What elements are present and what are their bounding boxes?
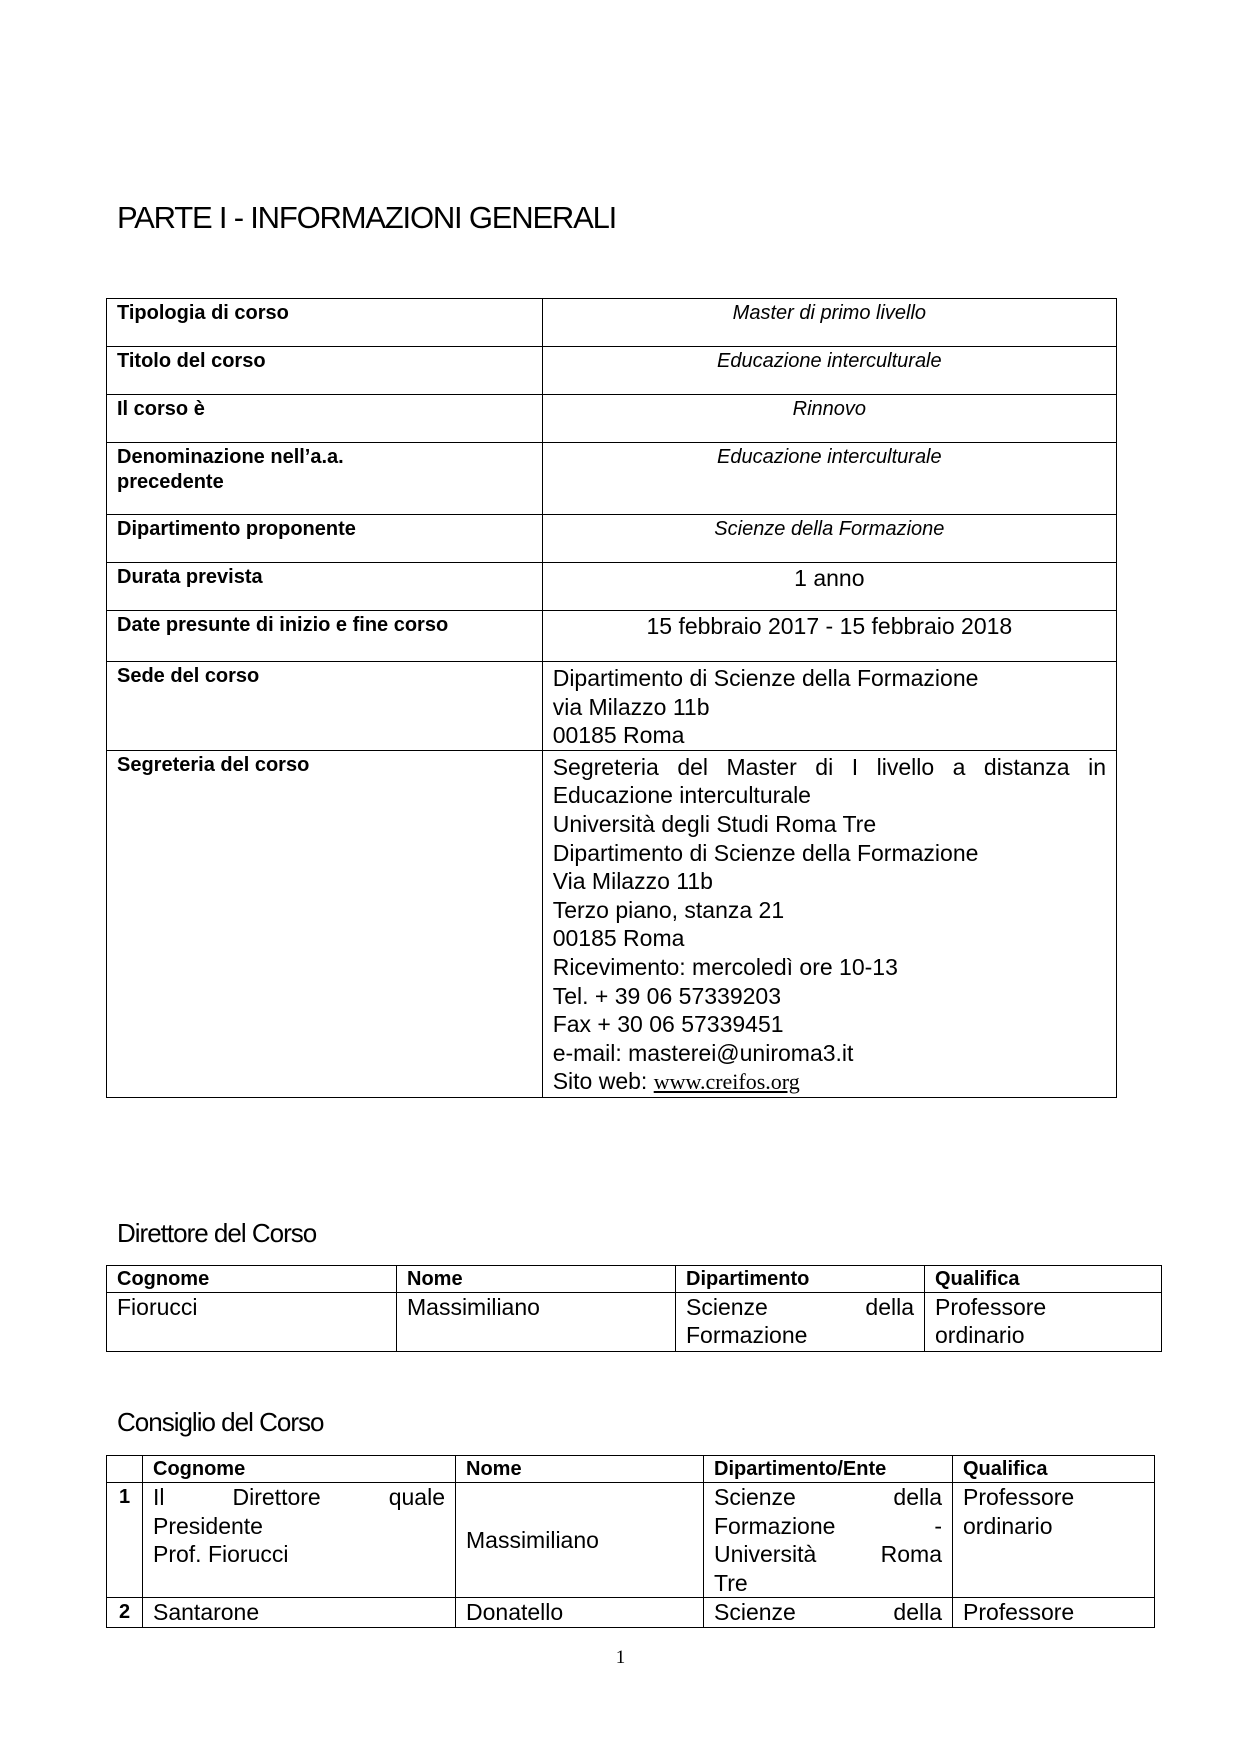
table-row [107, 1483, 1155, 1598]
sito-line [553, 1067, 1106, 1097]
dipartimento-cell [704, 1598, 953, 1628]
direttore-heading: Direttore del Corso [117, 1218, 317, 1248]
titolo-label: Titolo del corso [107, 347, 543, 395]
table-row [107, 443, 1117, 515]
sito-prefix: Sito web: [552, 1068, 654, 1095]
date-value: 15 febbraio 2017 - 15 febbraio 2018 [542, 611, 1116, 662]
cell-line: Presidente [153, 1512, 263, 1539]
consiglio-heading: Consiglio del Corso [117, 1407, 324, 1437]
column-header [107, 1456, 143, 1483]
column-header: Nome [397, 1266, 676, 1293]
page-title: PARTE I - INFORMAZIONI GENERALI [117, 200, 617, 235]
segreteria-line: Via Milazzo 11b [552, 868, 713, 895]
sede-line: via Milazzo 11b [552, 693, 710, 720]
sede-value [542, 662, 1116, 751]
segreteria-line: e-mail: masterei@uniroma3.it [552, 1039, 854, 1066]
nome-cell: Donatello [456, 1598, 704, 1628]
dipartimento-label: Dipartimento proponente [107, 515, 543, 563]
cell-line: Prof. Fiorucci [153, 1541, 289, 1567]
segreteria-value [542, 750, 1116, 1097]
table-row [107, 347, 1117, 395]
denominazione-value: Educazione interculturale [542, 443, 1116, 515]
table-row [107, 515, 1117, 563]
table-row [107, 662, 1117, 751]
page-number: 1 [615, 1647, 626, 1668]
cell-line: Scienze della [714, 1484, 942, 1510]
segreteria-line: Tel. + 39 06 57339203 [552, 982, 781, 1009]
tipologia-value: Master di primo livello [542, 299, 1116, 347]
segreteria-line: Segreteria del Master di I livello a distanza in [552, 753, 1106, 780]
corso-value: Rinnovo [542, 395, 1116, 443]
cell-line: Il Direttore quale [153, 1484, 445, 1510]
segreteria-line: 00185 Roma [552, 925, 685, 952]
website-link[interactable]: www.creifos.org [653, 1069, 800, 1095]
cell-line: Professore [963, 1484, 1075, 1510]
cell-line: Università Roma [714, 1541, 942, 1567]
nome-cell: Massimiliano [456, 1483, 704, 1598]
corso-label: Il corso è [107, 395, 543, 443]
cell-line: Scienze della [714, 1599, 942, 1625]
column-header: Dipartimento [676, 1266, 925, 1293]
column-header: Nome [456, 1456, 704, 1483]
cell-line: Formazione [686, 1322, 808, 1348]
sede-label: Sede del corso [107, 662, 543, 751]
segreteria-line: Università degli Studi Roma Tre [552, 810, 877, 837]
cell-line: Scienze della [686, 1294, 914, 1320]
durata-label: Durata prevista [107, 563, 543, 611]
denominazione-label-line: Denominazione nell’a.a. [117, 446, 344, 468]
denominazione-label-line: precedente [117, 471, 224, 493]
nome-cell: Massimiliano [397, 1293, 676, 1352]
column-header: Qualifica [953, 1456, 1155, 1483]
durata-value: 1 anno [542, 563, 1116, 611]
dipartimento-cell [676, 1293, 925, 1352]
segreteria-line: Fax + 30 06 57339451 [552, 1011, 784, 1038]
row-number: 1 [107, 1483, 143, 1598]
sede-line: 00185 Roma [552, 722, 685, 749]
sede-line: Dipartimento di Scienze della Formazione [552, 665, 979, 691]
tipologia-label: Tipologia di corso [107, 299, 543, 347]
cell-line: ordinario [935, 1322, 1025, 1348]
cell-line: Professore [935, 1294, 1047, 1320]
dipartimento-value: Scienze della Formazione [542, 515, 1116, 563]
qualifica-cell [925, 1293, 1162, 1352]
table-row [107, 1293, 1162, 1352]
cell-line: ordinario [963, 1512, 1053, 1539]
titolo-value: Educazione interculturale [542, 347, 1116, 395]
table-row [107, 611, 1117, 662]
course-info-table [106, 298, 1117, 1098]
column-header: Qualifica [925, 1266, 1162, 1293]
denominazione-label [107, 443, 543, 515]
segreteria-line: Educazione interculturale [552, 782, 811, 809]
column-header: Dipartimento/Ente [704, 1456, 953, 1483]
cognome-cell: Santarone [143, 1598, 456, 1628]
qualifica-cell: Professore [953, 1598, 1155, 1628]
qualifica-cell [953, 1483, 1155, 1598]
date-label: Date presunte di inizio e fine corso [107, 611, 543, 662]
cognome-cell [143, 1483, 456, 1598]
segreteria-label: Segreteria del corso [107, 750, 543, 1097]
dipartimento-cell [704, 1483, 953, 1598]
table-row [107, 750, 1117, 1097]
council-table [106, 1455, 1155, 1628]
cognome-cell: Fiorucci [107, 1293, 397, 1352]
segreteria-line: Terzo piano, stanza 21 [552, 896, 785, 923]
column-header: Cognome [143, 1456, 456, 1483]
table-row [107, 1598, 1155, 1628]
column-header: Cognome [107, 1266, 397, 1293]
table-row [107, 395, 1117, 443]
director-table [106, 1265, 1162, 1352]
table-header-row [107, 1266, 1162, 1293]
table-header-row [107, 1456, 1155, 1483]
segreteria-line: Dipartimento di Scienze della Formazione [552, 839, 979, 866]
table-row [107, 299, 1117, 347]
segreteria-line: Ricevimento: mercoledì ore 10-13 [552, 953, 898, 980]
table-row [107, 563, 1117, 611]
cell-line: Formazione - [714, 1512, 942, 1539]
row-number: 2 [107, 1598, 143, 1628]
cell-line: Tre [714, 1569, 748, 1596]
